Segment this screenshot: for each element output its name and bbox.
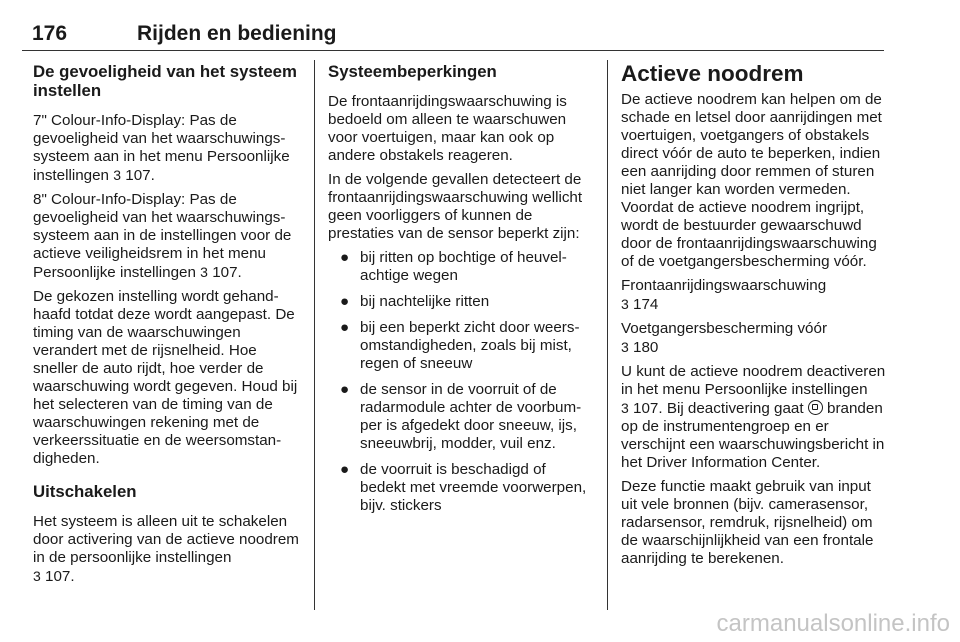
list-item <box>328 319 594 373</box>
paragraph-text: branden op de instrumentengroep en er verschijnt een waarschuwingsbericht in het Driver Information Center. <box>621 400 885 471</box>
paragraph-text: 7" Colour-Info-Display: Pas de gevoeligheid van het waarschuwingssysteem aan in het menu Persoonlijke instellingen <box>33 112 290 184</box>
page-ref-number: 174 <box>633 296 659 313</box>
xref-title: Voetgangersbescherming vóór <box>621 320 828 337</box>
limitations-list <box>328 249 594 515</box>
page-reference[interactable] <box>33 568 75 585</box>
paragraph-text: Bij deactivering gaat <box>662 400 808 417</box>
xref-title: Frontaanrijdingswaarschuwing <box>621 277 827 294</box>
active-braking-off-icon <box>808 400 823 415</box>
list-item <box>328 293 594 311</box>
page-ref-arrow-icon: 3 <box>200 264 208 280</box>
section-heading-limitations: Systeembeperkingen <box>328 62 497 81</box>
bullet-icon: ● <box>340 249 350 266</box>
paragraph-limitations-cases: In de volgende gevallen detecteert de frontaanrijdingswaarschuwing wellicht geen voorliggers of kunnen de prestaties van de sensor beperkt zijn: <box>328 171 583 242</box>
list-item <box>328 249 594 285</box>
list-item-text: de sensor in de voorruit of de radarmodule achter de voorbumper is afgedekt door sneeuw, ijs, sneeuwbrij, modder, vuil enz. <box>360 381 582 452</box>
page-ref-number: 107. <box>125 167 155 184</box>
paragraph-inputs: Deze functie maakt gebruik van input uit vele bronnen (bijv. camerasensor, radarsensor, remdruk, rijsnelheid) om de waarschijnlijkheid van een frontale aanrijding te berekenen. <box>621 478 874 567</box>
list-item-text: bij een beperkt zicht door weersomstandigheden, zoals bij mist, regen of sneeuw <box>360 319 580 372</box>
page-header <box>22 14 884 52</box>
list-item-text: bij ritten op bochtige of heuvelachtige wegen <box>360 249 567 284</box>
section-heading-sensitivity: De gevoeligheid van het systeem instellen <box>33 62 297 100</box>
list-item-text: de voorruit is beschadigd of bedekt met vreemde voorwerpen, bijv. stickers <box>360 461 587 514</box>
page-reference[interactable] <box>621 400 663 417</box>
paragraph-text: U kunt de actieve noodrem deactiveren in het menu Persoonlijke instellingen <box>621 363 886 398</box>
column-1 <box>33 62 301 592</box>
cross-reference-collision-warning <box>621 277 889 314</box>
list-item <box>328 461 594 515</box>
page-ref-arrow-icon: 3 <box>113 167 122 183</box>
bullet-icon: ● <box>340 319 350 336</box>
page-ref-arrow-icon: 3 <box>621 339 629 355</box>
page-ref-arrow-icon: 3 <box>621 400 629 416</box>
paragraph-active-braking-intro: De actieve noodrem kan helpen om de schade en letsel door aanrijdingen met voertuigen, voetgangers of obstakels direct vóór de auto te beperken, indien een aanrijding door remmen of sturen niet langer kan worden vermeden. Voordat de actieve noodrem ingrijpt, wordt de bestuurder gewaarschuwd door de frontaanrijdingswaarschuwing of de voetgangersbescherming vóór. <box>621 91 882 270</box>
page-ref-number: 180 <box>633 339 659 356</box>
paragraph-limitations-intro: De frontaanrijdingswaarschuwing is bedoeld om alleen te waarschuwen voor voertuigen, maar kan ook op andere obstakels reageren. <box>328 93 567 164</box>
watermark: carmanualsonline.info <box>716 610 950 637</box>
page-ref-arrow-icon: 3 <box>621 296 629 312</box>
paragraph-setting-kept: De gekozen instelling wordt gehandhaafd totdat deze wordt aangepast. De timing van de waarschuwingen verandert met de rijsnelheid. Hoe sneller de auto rijdt, hoe verder de waarschuwing wordt gegeven. Houd bij het selecteren van de timing van de waarschuwingen rekening met de verkeerssituatie en de weersomstandigheden. <box>33 288 298 467</box>
page-reference[interactable] <box>200 264 242 281</box>
page-reference[interactable] <box>621 339 658 356</box>
header-rule <box>22 50 884 51</box>
section-heading-disable: Uitschakelen <box>33 482 137 501</box>
paragraph-text: 8" Colour-Info-Display: Pas de gevoeligheid van het waarschuwingssysteem aan in de instellingen voor de actieve veiligheidsrem in het menu Persoonlijke instellingen <box>33 191 292 281</box>
column-2 <box>328 62 594 523</box>
paragraph-8inch-display <box>33 191 301 282</box>
page-reference[interactable] <box>113 167 155 184</box>
page-ref-number: 107. <box>45 568 75 585</box>
column-divider-2 <box>607 60 608 610</box>
paragraph-deactivate <box>621 363 889 472</box>
page-reference[interactable] <box>621 296 658 313</box>
paragraph-text: Het systeem is alleen uit te schakelen door activering van de actieve noodrem in de persoonlijke instellingen <box>33 513 299 566</box>
list-item-text: bij nachtelijke ritten <box>360 293 490 310</box>
section-heading-active-braking: Actieve noodrem <box>621 61 804 86</box>
cross-reference-pedestrian-protection <box>621 320 889 357</box>
page-number: 176 <box>32 22 68 45</box>
bullet-icon: ● <box>340 381 350 398</box>
page-ref-number: 107. <box>633 400 663 417</box>
column-3 <box>621 62 889 574</box>
list-item <box>328 381 594 453</box>
bullet-icon: ● <box>340 293 350 310</box>
paragraph-disable <box>33 513 301 586</box>
bullet-icon: ● <box>340 461 350 478</box>
column-divider-1 <box>314 60 315 610</box>
running-title: Rijden en bediening <box>137 22 337 45</box>
page-ref-number: 107. <box>212 264 242 281</box>
paragraph-7inch-display <box>33 112 301 185</box>
page-ref-arrow-icon: 3 <box>33 568 41 584</box>
